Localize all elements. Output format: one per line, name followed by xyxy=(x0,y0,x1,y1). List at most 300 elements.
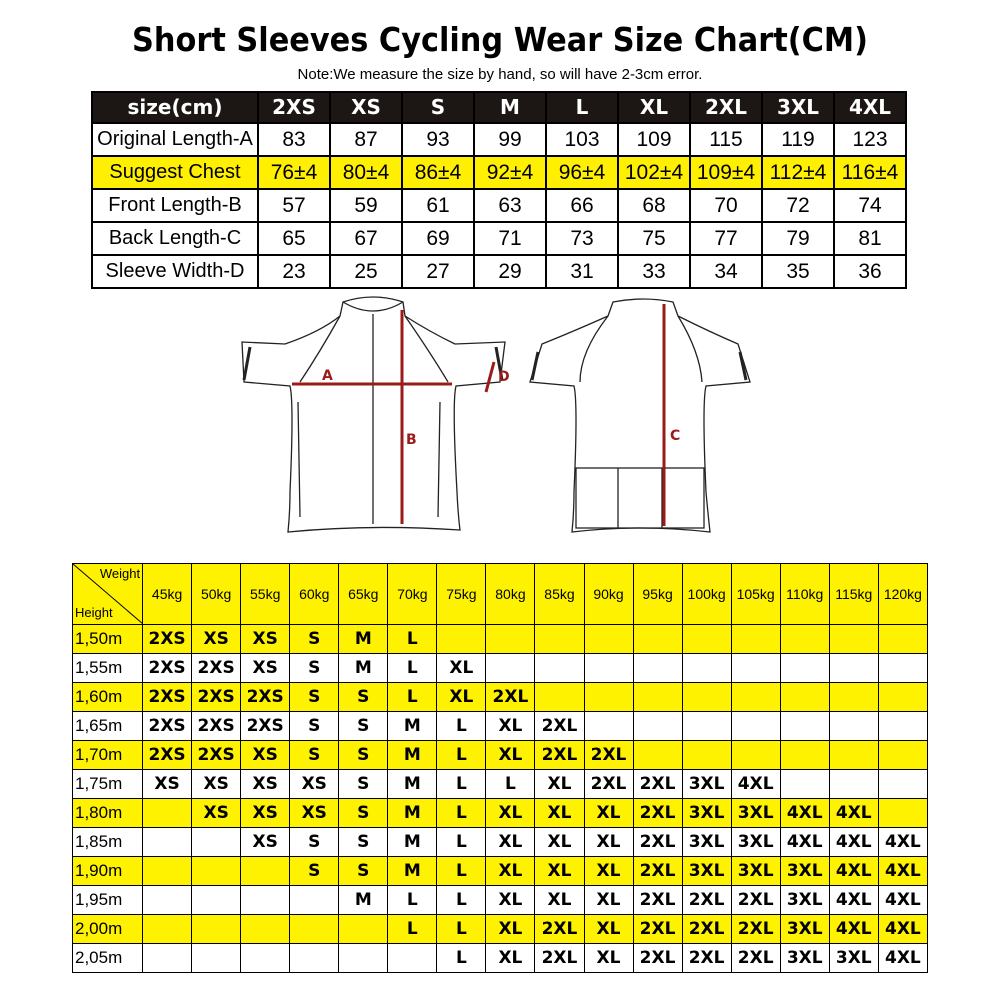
recommended-size-cell: 2XL xyxy=(633,857,682,886)
measurement-value: 86±4 xyxy=(402,156,474,189)
recommended-size-cell: L xyxy=(388,915,437,944)
recommended-size-cell xyxy=(682,625,731,654)
recommended-size-cell: M xyxy=(388,799,437,828)
measurement-value: 25 xyxy=(330,255,402,288)
recommended-size-cell: 2XS xyxy=(143,625,192,654)
recommended-size-cell: 2XS xyxy=(241,712,290,741)
recommended-size-cell xyxy=(731,712,780,741)
front-jersey-outline xyxy=(242,297,505,532)
measurement-value: 112±4 xyxy=(762,156,834,189)
height-row xyxy=(73,712,928,741)
recommended-size-cell: XS xyxy=(241,828,290,857)
recommended-size-cell: S xyxy=(290,625,339,654)
height-row xyxy=(73,741,928,770)
recommended-size-cell: M xyxy=(388,857,437,886)
recommended-size-cell: XL xyxy=(437,654,486,683)
recommended-size-cell: XL xyxy=(584,857,633,886)
recommended-size-cell: L xyxy=(388,625,437,654)
size-column-header: 3XL xyxy=(762,92,834,123)
recommended-size-cell: 2XL xyxy=(731,944,780,973)
measurement-value: 87 xyxy=(330,123,402,156)
recommended-size-cell xyxy=(780,683,829,712)
recommended-size-cell xyxy=(731,683,780,712)
measurement-row-label: Sleeve Width-D xyxy=(92,255,258,288)
recommended-size-cell xyxy=(192,828,241,857)
recommended-size-cell: L xyxy=(388,654,437,683)
measurement-value: 67 xyxy=(330,222,402,255)
recommended-size-cell: L xyxy=(437,828,486,857)
recommended-size-cell: S xyxy=(290,857,339,886)
height-label: 2,05m xyxy=(73,944,143,973)
height-label: 1,85m xyxy=(73,828,143,857)
weight-column-header: 70kg xyxy=(388,564,437,625)
recommended-size-cell xyxy=(829,712,878,741)
measure-label-b: B xyxy=(406,432,417,448)
jersey-diagram xyxy=(230,292,770,542)
recommended-size-cell: 2XL xyxy=(633,799,682,828)
recommended-size-cell: 4XL xyxy=(829,915,878,944)
measure-label-c: C xyxy=(670,428,681,444)
weight-height-fit-table xyxy=(72,563,928,973)
recommended-size-cell: S xyxy=(339,828,388,857)
measurement-value: 77 xyxy=(690,222,762,255)
recommended-size-cell: 4XL xyxy=(731,770,780,799)
recommended-size-cell xyxy=(829,770,878,799)
size-column-header: L xyxy=(546,92,618,123)
recommended-size-cell: S xyxy=(339,857,388,886)
recommended-size-cell: L xyxy=(437,857,486,886)
recommended-size-cell: 3XL xyxy=(682,799,731,828)
recommended-size-cell: M xyxy=(388,770,437,799)
recommended-size-cell xyxy=(633,741,682,770)
measurement-row-label: Front Length-B xyxy=(92,189,258,222)
recommended-size-cell: 4XL xyxy=(878,828,927,857)
recommended-size-cell xyxy=(535,683,584,712)
measurement-value: 59 xyxy=(330,189,402,222)
recommended-size-cell: L xyxy=(486,770,535,799)
measurement-value: 72 xyxy=(762,189,834,222)
recommended-size-cell: 2XL xyxy=(682,944,731,973)
measurement-value: 75 xyxy=(618,222,690,255)
recommended-size-cell xyxy=(143,857,192,886)
weight-column-header: 105kg xyxy=(731,564,780,625)
measurement-value: 109 xyxy=(618,123,690,156)
height-row xyxy=(73,857,928,886)
recommended-size-cell: XL xyxy=(535,857,584,886)
recommended-size-cell xyxy=(584,683,633,712)
recommended-size-cell: XS xyxy=(241,625,290,654)
recommended-size-cell: L xyxy=(388,683,437,712)
height-label: 1,60m xyxy=(73,683,143,712)
recommended-size-cell: 3XL xyxy=(780,886,829,915)
size-header-label: size(cm) xyxy=(92,92,258,123)
measurement-row-label: Back Length-C xyxy=(92,222,258,255)
weight-axis-label: Weight xyxy=(99,566,141,581)
recommended-size-cell: XL xyxy=(584,886,633,915)
recommended-size-cell: L xyxy=(437,712,486,741)
height-label: 1,95m xyxy=(73,886,143,915)
height-label: 1,75m xyxy=(73,770,143,799)
recommended-size-cell: 4XL xyxy=(878,857,927,886)
recommended-size-cell xyxy=(633,712,682,741)
recommended-size-cell xyxy=(192,857,241,886)
weight-column-header: 85kg xyxy=(535,564,584,625)
measurement-value: 92±4 xyxy=(474,156,546,189)
recommended-size-cell: 3XL xyxy=(780,944,829,973)
measurement-value: 81 xyxy=(834,222,906,255)
recommended-size-cell xyxy=(143,828,192,857)
recommended-size-cell xyxy=(682,741,731,770)
recommended-size-cell: XS xyxy=(192,799,241,828)
recommended-size-cell xyxy=(829,654,878,683)
recommended-size-cell: S xyxy=(290,654,339,683)
measurement-value: 36 xyxy=(834,255,906,288)
height-row xyxy=(73,828,928,857)
weight-column-header: 120kg xyxy=(878,564,927,625)
recommended-size-cell xyxy=(633,625,682,654)
recommended-size-cell: XS xyxy=(241,770,290,799)
recommended-size-cell: XL xyxy=(535,799,584,828)
recommended-size-cell xyxy=(829,683,878,712)
recommended-size-cell: 2XL xyxy=(682,915,731,944)
recommended-size-cell xyxy=(241,944,290,973)
recommended-size-cell: 2XL xyxy=(731,886,780,915)
recommended-size-cell: 2XS xyxy=(143,654,192,683)
recommended-size-cell xyxy=(339,944,388,973)
recommended-size-cell xyxy=(780,712,829,741)
recommended-size-cell: M xyxy=(388,712,437,741)
recommended-size-cell xyxy=(290,886,339,915)
recommended-size-cell: 2XL xyxy=(633,915,682,944)
measurement-value: 68 xyxy=(618,189,690,222)
front-measurements xyxy=(292,310,494,524)
recommended-size-cell: 2XS xyxy=(143,712,192,741)
measurement-value: 33 xyxy=(618,255,690,288)
recommended-size-cell: XL xyxy=(437,683,486,712)
recommended-size-cell xyxy=(535,654,584,683)
size-column-header: M xyxy=(474,92,546,123)
recommended-size-cell xyxy=(829,741,878,770)
height-row xyxy=(73,944,928,973)
recommended-size-cell: 2XL xyxy=(486,683,535,712)
recommended-size-cell: 2XL xyxy=(535,741,584,770)
measurement-value: 57 xyxy=(258,189,330,222)
height-label: 1,65m xyxy=(73,712,143,741)
measure-label-a: A xyxy=(322,368,333,384)
recommended-size-cell: 4XL xyxy=(780,799,829,828)
recommended-size-cell: XL xyxy=(584,799,633,828)
recommended-size-cell: 3XL xyxy=(682,770,731,799)
recommended-size-cell: XL xyxy=(535,770,584,799)
height-row xyxy=(73,654,928,683)
height-axis-label: Height xyxy=(75,605,113,620)
recommended-size-cell xyxy=(143,799,192,828)
recommended-size-cell xyxy=(437,625,486,654)
recommended-size-cell xyxy=(878,625,927,654)
measurement-value: 102±4 xyxy=(618,156,690,189)
recommended-size-cell xyxy=(682,683,731,712)
recommended-size-cell: M xyxy=(339,654,388,683)
measurement-value: 109±4 xyxy=(690,156,762,189)
height-row xyxy=(73,683,928,712)
weight-column-header: 110kg xyxy=(780,564,829,625)
recommended-size-cell: XL xyxy=(486,712,535,741)
recommended-size-cell: 2XL xyxy=(633,886,682,915)
measurement-row xyxy=(92,255,906,288)
page-title: Short Sleeves Cycling Wear Size Chart(CM) xyxy=(132,20,868,59)
measurement-value: 27 xyxy=(402,255,474,288)
recommended-size-cell: 2XL xyxy=(633,944,682,973)
recommended-size-cell xyxy=(584,712,633,741)
recommended-size-cell xyxy=(290,944,339,973)
recommended-size-cell xyxy=(878,770,927,799)
recommended-size-cell: 3XL xyxy=(731,828,780,857)
height-label: 1,80m xyxy=(73,799,143,828)
height-row xyxy=(73,770,928,799)
recommended-size-cell xyxy=(584,625,633,654)
measurement-value: 99 xyxy=(474,123,546,156)
measurement-value: 123 xyxy=(834,123,906,156)
recommended-size-cell: L xyxy=(437,915,486,944)
recommended-size-cell: 2XS xyxy=(192,741,241,770)
measurement-value: 29 xyxy=(474,255,546,288)
recommended-size-cell xyxy=(192,944,241,973)
weight-column-header: 65kg xyxy=(339,564,388,625)
recommended-size-cell: 3XL xyxy=(682,857,731,886)
recommended-size-cell: 2XL xyxy=(535,712,584,741)
height-label: 1,55m xyxy=(73,654,143,683)
recommended-size-cell xyxy=(486,654,535,683)
recommended-size-cell: XS xyxy=(241,741,290,770)
measurement-value: 63 xyxy=(474,189,546,222)
recommended-size-cell: 2XL xyxy=(731,915,780,944)
recommended-size-cell xyxy=(633,654,682,683)
height-label: 1,90m xyxy=(73,857,143,886)
recommended-size-cell: 4XL xyxy=(829,828,878,857)
weight-column-header: 60kg xyxy=(290,564,339,625)
recommended-size-cell: S xyxy=(339,712,388,741)
measurement-value: 31 xyxy=(546,255,618,288)
measurement-value: 76±4 xyxy=(258,156,330,189)
weight-column-header: 100kg xyxy=(682,564,731,625)
recommended-size-cell: S xyxy=(339,683,388,712)
recommended-size-cell: 4XL xyxy=(878,886,927,915)
recommended-size-cell: 2XL xyxy=(682,886,731,915)
recommended-size-cell: S xyxy=(339,770,388,799)
recommended-size-cell: S xyxy=(290,741,339,770)
size-column-header: XS xyxy=(330,92,402,123)
recommended-size-cell: L xyxy=(437,770,486,799)
recommended-size-cell: M xyxy=(388,828,437,857)
recommended-size-cell: 2XL xyxy=(633,770,682,799)
recommended-size-cell xyxy=(878,712,927,741)
recommended-size-cell: 2XS xyxy=(241,683,290,712)
measurement-value: 74 xyxy=(834,189,906,222)
measurement-value: 103 xyxy=(546,123,618,156)
measurement-value: 83 xyxy=(258,123,330,156)
measurement-value: 79 xyxy=(762,222,834,255)
recommended-size-cell: 4XL xyxy=(829,857,878,886)
height-row xyxy=(73,886,928,915)
height-label: 1,50m xyxy=(73,625,143,654)
weight-column-header: 50kg xyxy=(192,564,241,625)
measurement-value: 34 xyxy=(690,255,762,288)
recommended-size-cell: XL xyxy=(486,944,535,973)
weight-column-header: 115kg xyxy=(829,564,878,625)
recommended-size-cell: XS xyxy=(192,625,241,654)
recommended-size-cell xyxy=(780,770,829,799)
recommended-size-cell: 4XL xyxy=(829,799,878,828)
recommended-size-cell: 3XL xyxy=(731,799,780,828)
recommended-size-cell xyxy=(731,654,780,683)
measurement-row-label: Suggest Chest xyxy=(92,156,258,189)
size-measurement-table xyxy=(91,91,907,289)
recommended-size-cell: XS xyxy=(143,770,192,799)
measurement-value: 70 xyxy=(690,189,762,222)
measurement-note: Note:We measure the size by hand, so will have 2-3cm error. xyxy=(297,66,703,83)
recommended-size-cell: 4XL xyxy=(878,944,927,973)
recommended-size-cell: XL xyxy=(486,741,535,770)
recommended-size-cell xyxy=(241,915,290,944)
recommended-size-cell xyxy=(780,654,829,683)
measurement-value: 69 xyxy=(402,222,474,255)
recommended-size-cell xyxy=(143,944,192,973)
size-column-header: S xyxy=(402,92,474,123)
recommended-size-cell: M xyxy=(388,741,437,770)
measurement-value: 73 xyxy=(546,222,618,255)
height-row xyxy=(73,799,928,828)
weight-column-header: 95kg xyxy=(633,564,682,625)
recommended-size-cell: M xyxy=(339,625,388,654)
recommended-size-cell xyxy=(143,886,192,915)
recommended-size-cell xyxy=(241,857,290,886)
recommended-size-cell xyxy=(731,741,780,770)
measurement-value: 115 xyxy=(690,123,762,156)
recommended-size-cell: 2XS xyxy=(143,683,192,712)
recommended-size-cell xyxy=(486,625,535,654)
measurement-row xyxy=(92,222,906,255)
size-table-header xyxy=(92,92,906,123)
recommended-size-cell: L xyxy=(437,886,486,915)
recommended-size-cell: 3XL xyxy=(682,828,731,857)
recommended-size-cell: XL xyxy=(584,944,633,973)
measurement-value: 65 xyxy=(258,222,330,255)
recommended-size-cell xyxy=(682,712,731,741)
recommended-size-cell: XL xyxy=(486,828,535,857)
measurement-row xyxy=(92,189,906,222)
recommended-size-cell: S xyxy=(290,828,339,857)
weight-header-row xyxy=(73,564,928,625)
recommended-size-cell: XL xyxy=(584,828,633,857)
recommended-size-cell: XS xyxy=(192,770,241,799)
weight-column-header: 75kg xyxy=(437,564,486,625)
measurement-value: 80±4 xyxy=(330,156,402,189)
recommended-size-cell: S xyxy=(339,741,388,770)
recommended-size-cell: S xyxy=(290,683,339,712)
recommended-size-cell: XS xyxy=(241,654,290,683)
recommended-size-cell: L xyxy=(388,886,437,915)
size-column-header: 2XS xyxy=(258,92,330,123)
recommended-size-cell: XL xyxy=(535,886,584,915)
recommended-size-cell: 3XL xyxy=(780,915,829,944)
recommended-size-cell: XL xyxy=(486,799,535,828)
recommended-size-cell: 4XL xyxy=(878,915,927,944)
recommended-size-cell xyxy=(829,625,878,654)
measurement-value: 61 xyxy=(402,189,474,222)
recommended-size-cell xyxy=(535,625,584,654)
recommended-size-cell xyxy=(633,683,682,712)
measurement-value: 23 xyxy=(258,255,330,288)
weight-height-corner xyxy=(73,564,143,625)
recommended-size-cell xyxy=(780,741,829,770)
height-row xyxy=(73,915,928,944)
height-row xyxy=(73,625,928,654)
recommended-size-cell: 3XL xyxy=(731,857,780,886)
recommended-size-cell: 3XL xyxy=(829,944,878,973)
recommended-size-cell: S xyxy=(339,799,388,828)
size-column-header: XL xyxy=(618,92,690,123)
measurement-value: 66 xyxy=(546,189,618,222)
recommended-size-cell xyxy=(584,654,633,683)
recommended-size-cell xyxy=(878,654,927,683)
measurement-value: 71 xyxy=(474,222,546,255)
weight-column-header: 90kg xyxy=(584,564,633,625)
recommended-size-cell: L xyxy=(437,741,486,770)
recommended-size-cell: 4XL xyxy=(829,886,878,915)
recommended-size-cell xyxy=(192,915,241,944)
recommended-size-cell: XL xyxy=(584,915,633,944)
recommended-size-cell: XL xyxy=(535,828,584,857)
recommended-size-cell xyxy=(878,799,927,828)
recommended-size-cell: 2XL xyxy=(633,828,682,857)
size-column-header: 4XL xyxy=(834,92,906,123)
weight-column-header: 80kg xyxy=(486,564,535,625)
measurement-value: 93 xyxy=(402,123,474,156)
recommended-size-cell xyxy=(388,944,437,973)
recommended-size-cell: 2XL xyxy=(584,741,633,770)
measurement-row-label: Original Length-A xyxy=(92,123,258,156)
recommended-size-cell xyxy=(780,625,829,654)
recommended-size-cell: XS xyxy=(290,799,339,828)
recommended-size-cell: XL xyxy=(486,915,535,944)
measurement-row xyxy=(92,156,906,189)
recommended-size-cell: 2XL xyxy=(535,944,584,973)
recommended-size-cell xyxy=(339,915,388,944)
recommended-size-cell: L xyxy=(437,799,486,828)
recommended-size-cell: S xyxy=(290,712,339,741)
weight-column-header: 55kg xyxy=(241,564,290,625)
recommended-size-cell xyxy=(878,741,927,770)
size-column-header: 2XL xyxy=(690,92,762,123)
measurement-value: 116±4 xyxy=(834,156,906,189)
height-label: 1,70m xyxy=(73,741,143,770)
recommended-size-cell: 2XS xyxy=(192,712,241,741)
recommended-size-cell: M xyxy=(339,886,388,915)
height-label: 2,00m xyxy=(73,915,143,944)
recommended-size-cell: 2XL xyxy=(535,915,584,944)
measure-label-d: D xyxy=(498,369,510,385)
recommended-size-cell: 2XL xyxy=(584,770,633,799)
recommended-size-cell: 2XS xyxy=(192,654,241,683)
recommended-size-cell xyxy=(241,886,290,915)
measurement-value: 96±4 xyxy=(546,156,618,189)
recommended-size-cell: XL xyxy=(486,857,535,886)
recommended-size-cell: 3XL xyxy=(780,857,829,886)
recommended-size-cell xyxy=(878,683,927,712)
recommended-size-cell xyxy=(192,886,241,915)
back-jersey-outline xyxy=(530,299,750,532)
recommended-size-cell: XL xyxy=(486,886,535,915)
